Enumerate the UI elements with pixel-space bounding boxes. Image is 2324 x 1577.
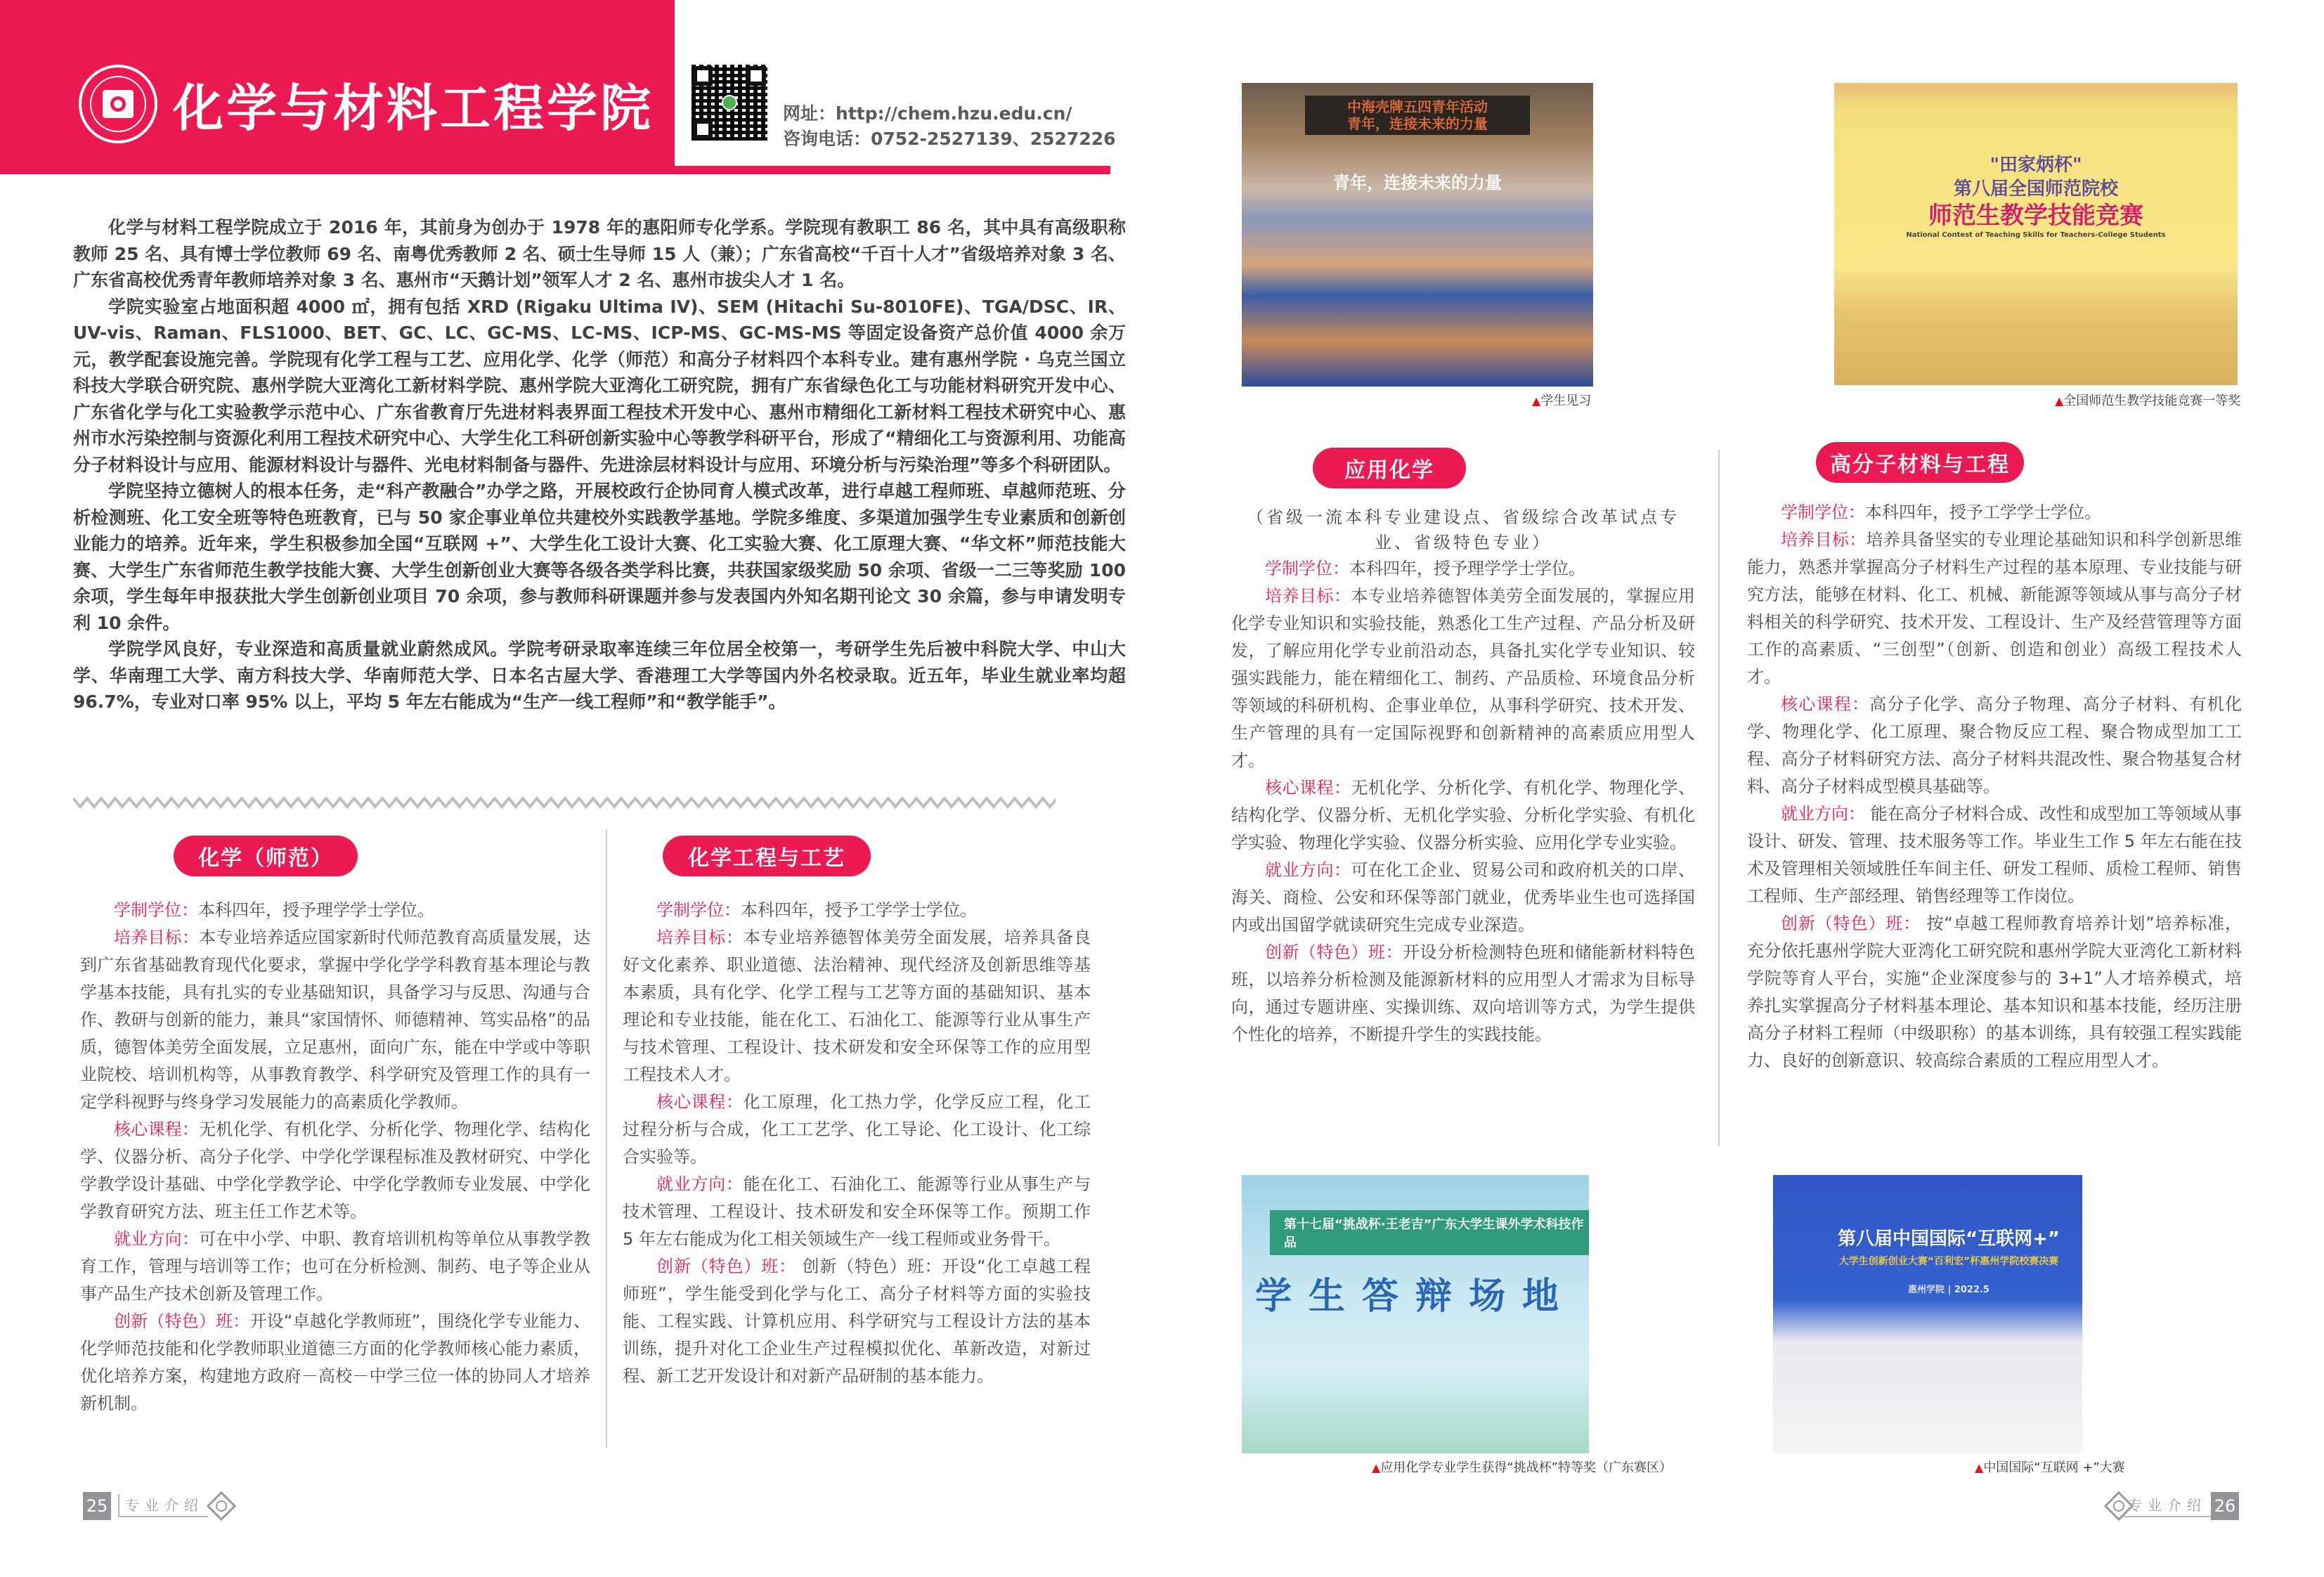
page-number-left: 25 bbox=[83, 1492, 111, 1520]
photo-banner-text: National Contest of Teaching Skills for Teachers-College Students bbox=[1906, 231, 2166, 239]
goal-value: 本专业培养适应国家新时代师范教育高质量发展，达到广东省基础教育现代化要求，掌握中学化学学科教育基本理论与教学基本技能，具有扎实的专业基础知识，具备学习与反思、沟通与合作、教研与创新的能力，兼具“家国情怀、师德精神、笃实品格”的品质，德智体美劳全面发展，立足惠州，面向广东，能在中学或中等职业院校、培训机构等，从事教育教学、科学研究及管理工作的具有一定学科视野与终身学习发展能力的高素质化学教师。 bbox=[80, 928, 591, 1112]
goal-value: 本专业培养德智体美劳全面发展的，掌握应用化学专业知识和实验技能，熟悉化工生产过程、产品分析及研发，了解应用化学专业前沿动态，具备扎实化学专业知识、较强实践能力，能在精细化工、制药、产品质检、环境食品分析等领域的科研机构、企事业单位，从事科学研究、技术开发、生产管理的具有一定国际视野和创新精神的高素质应用型人才。 bbox=[1231, 586, 1695, 770]
photo-banner-text: 学生答辩场地 bbox=[1254, 1276, 1576, 1318]
special-class-value: 按“卓越工程师教育培养计划”培养标准，充分依托惠州学院大亚湾化工研究院和惠州学院大亚湾化工新材料学院等育人平台，实施“企业深度参与的 3+1”人才培养模式，培养扎实掌握高分子材料基本理论、基本知识和基本技能，经历注册高分子材料工程师（中级职称）的基本训练，具有较强工程实践能力、良好的创新意识、较高综合素质的工程应用型人才。 bbox=[1747, 914, 2242, 1070]
phone-line bbox=[783, 125, 1116, 150]
wave-divider bbox=[73, 794, 1056, 811]
field-label: 学制学位： bbox=[114, 900, 198, 920]
field-label: 创新（特色）班： bbox=[1781, 914, 1921, 933]
major-title-applied-chemistry: 应用化学 bbox=[1313, 448, 1466, 488]
goal-value: 培养具备坚实的专业理论基础知识和科学创新思维能力，熟悉并掌握高分子材料生产过程的基本原理、专业技能与研究方法，能够在材料、化工、机械、新能源等领域从事与高分子材料相关的科学研究、技术开发、工程设计、生产及经营管理等方面工作的高素质、“三创型”（创新、创造和创业）高级工程技术人才。 bbox=[1747, 530, 2242, 687]
photo-banner-text: 大学生创新创业大赛“百利宏”杯惠州学院校赛决赛 bbox=[1838, 1256, 2059, 1267]
column-divider bbox=[1718, 450, 1720, 1146]
field-label: 培养目标： bbox=[1265, 586, 1351, 606]
field-label: 创新（特色）班： bbox=[1265, 942, 1403, 962]
photo-internet-plus-competition bbox=[1773, 1175, 2082, 1453]
field-label: 学制学位： bbox=[1781, 502, 1865, 522]
special-class-value: 开设分析检测特色班和储能新材料特色班，以培养分析检测及能源新材料的应用型人才需求为目标导向，通过专题讲座、实操训练、双向培训等方式，为学生提供个性化的培养，不断提升学生的实践技能。 bbox=[1231, 942, 1695, 1044]
photo-banner-text: 第十七届“挑战杯·王老吉”广东大学生课外学术科技作品 bbox=[1270, 1210, 1589, 1255]
courses-value: 高分子化学、高分子物理、高分子材料、有机化学、物理化学、化工原理、聚合物反应工程、聚合物成型加工工程、高分子材料研究方法、高分子材料共混改性、聚合物基复合材料、高分子材料成型模具基础等。 bbox=[1747, 694, 2242, 796]
intro-paragraph: 学院坚持立德树人的根本任务，走“科产教融合”办学之路，开展校政行企协同育人模式改革，进行卓越工程师班、卓越师范班、分析检测班、化工安全班等特色班教育，已与 50 家企事业单位共建校外实践教学基地。学院多维度、多渠道加强学生专业素质和创新创业能力的培养。近年来，学生积极参加全国“互联网 +”、大学生化工设计大赛、化工实验大赛、化工原理大赛、“华文杯”师范技能大赛、大学生广东省师范生教学技能大赛、大学生创新创业大赛等各级各类学科比赛，共获国家级奖励 50 余项、省级一二三等奖励 100 余项，学生每年申报获批大学生创新创业项目 70 余项，参与教师科研课题并参与发表国内外知名期刊论文 30 余篇，参与申请发明专利 10 余件。 bbox=[73, 481, 1126, 633]
field-label: 核心课程： bbox=[114, 1120, 200, 1139]
courses-value: 化工原理，化工热力学，化学反应工程，化工过程分析与合成，化工工艺学、化工导论、化工设计、化工综合实验等。 bbox=[623, 1092, 1091, 1167]
photo-banner-text: 惠州学院 | 2022.5 bbox=[1908, 1285, 1989, 1295]
field-label: 核心课程： bbox=[1265, 778, 1351, 798]
section-label-left: 专业介绍 bbox=[118, 1494, 208, 1517]
field-label: 核心课程： bbox=[1781, 694, 1870, 714]
special-class-value: 开设“卓越化学教师班”，围绕化学专业能力、化学师范技能和化学教师职业道德三方面的化学教师核心能力素质，优化培养方案，构建地方政府－高校－中学三位一体的协同人才培养新机制。 bbox=[80, 1311, 590, 1413]
photo-caption: ▲学生见习 bbox=[1532, 394, 1592, 408]
university-logo-icon bbox=[79, 65, 157, 143]
triangle-marker-icon: ▲ bbox=[1975, 1461, 1984, 1474]
photo-banner-text: 师范生教学技能竞赛 bbox=[1928, 202, 2143, 230]
page-number-right: 26 bbox=[2211, 1492, 2239, 1520]
field-label: 创新（特色）班： bbox=[114, 1311, 250, 1331]
intro-paragraph: 学院实验室占地面积超 4000 ㎡，拥有包括 XRD (Rigaku Ultima IV)、SEM (Hitachi Su-8010FE)、TGA/DSC、IR、UV-vis、Raman、FLS1000、BET、GC、LC、GC-MS、LC-MS、ICP-MS、GC-MS-MS 等固定设备资产总价值 4000 余万元，教学配套设施完善。学院现有化学工程与工艺、应用化学、化学（师范）和高分子材料四个本科专业。建有惠州学院 · 乌克兰国立科技大学联合研究院、惠州学院大亚湾化工新材料学院、惠州学院大亚湾化工研究院，拥有广东省绿色化工与功能材料研究开发中心、广东省化学与化工实验教学示范中心、广东省教育厅先进材料表界面工程技术开发中心、惠州市精细化工新材料工程技术研究中心、惠州市水污染控制与资源化利用工程技术研究中心、大学生化工科研创新实验中心等教学科研平台，形成了“精细化工与资源利用、功能高分子材料设计与应用、能源材料设计与器件、光电材料制备与器件、先进涂层材料设计与应用、环境分析与污染治理”等多个科研团队。 bbox=[73, 296, 1126, 475]
major-title-polymer-engineering: 高分子材料与工程 bbox=[1816, 442, 2024, 483]
triangle-marker-icon: ▲ bbox=[1372, 1461, 1381, 1474]
field-label: 就业方向： bbox=[114, 1229, 200, 1249]
triangle-marker-icon: ▲ bbox=[2055, 394, 2064, 408]
field-label: 培养目标： bbox=[656, 928, 744, 947]
system-value: 本科四年，授予理学学士学位。 bbox=[1349, 559, 1585, 578]
photo-screen-text: 青年，连接未来的力量 bbox=[1333, 173, 1502, 193]
goal-value: 本专业培养德智体美劳全面发展，培养具备良好文化素养、职业道德、法治精神、现代经济及创新思维等基本素质，具有化学、化学工程与工艺等方面的基础知识、基本理论和专业技能，能在化工、石油化工、能源等行业从事生产与技术管理、工程设计、技术研发和安全环保等工作的应用型工程技术人才。 bbox=[623, 928, 1091, 1084]
system-value: 本科四年，授予工学学士学位。 bbox=[1865, 502, 2101, 522]
major-designation-note: （省级一流本科专业建设点、省级综合改革试点专业、省级特色专业） bbox=[1247, 507, 1680, 552]
major-section-chemistry-education bbox=[80, 897, 590, 1417]
field-label: 创新（特色）班： bbox=[656, 1257, 797, 1276]
field-label: 核心课程： bbox=[656, 1092, 744, 1112]
photo-banner-text: 第八届中国国际“互联网+” bbox=[1838, 1228, 2060, 1250]
major-section-chemical-engineering bbox=[623, 897, 1091, 1390]
photo-caption: ▲中国国际“互联网 +”大赛 bbox=[1975, 1460, 2125, 1475]
section-label-right: 专业介绍 bbox=[2122, 1494, 2212, 1517]
intro-paragraph: 学院学风良好，专业深造和高质量就业蔚然成风。学院考研录取率连续三年位居全校第一，考研学生先后被中科院大学、中山大学、华南理工大学、南方科技大学、华南师范大学、日本名古屋大学、香港理工大学等国内外名校录取。近五年，毕业生就业率均超 96.7%，专业对口率 95% 以上，平均 5 年左右能成为“生产一线工程师”和“教学能手”。 bbox=[73, 639, 1126, 712]
photo-caption: ▲全国师范生教学技能竞赛一等奖 bbox=[2055, 394, 2241, 408]
website-link[interactable]: http://chem.hzu.edu.cn/ bbox=[836, 103, 1072, 124]
field-label: 培养目标： bbox=[114, 928, 200, 947]
system-value: 本科四年，授予理学学士学位。 bbox=[198, 900, 434, 920]
photo-banner-text: 青年，连接未来的力量 bbox=[1347, 115, 1488, 132]
photo-challenge-cup bbox=[1242, 1175, 1589, 1453]
photo-banner-text: 中海壳牌五四青年活动 bbox=[1347, 98, 1488, 115]
career-value: 能在高分子材料合成、改性和成型加工等领域从事设计、研发、管理、技术服务等工作。毕业生工作 5 年左右能在技术及管理相关领域胜任车间主任、研发工程师、质检工程师、销售工程师、生产部经理、销售经理等工作岗位。 bbox=[1747, 804, 2242, 906]
field-label: 学制学位： bbox=[656, 900, 741, 920]
website-line bbox=[783, 100, 1072, 125]
triangle-marker-icon: ▲ bbox=[1532, 394, 1541, 408]
career-value: 可在中小学、中职、教育培训机构等单位从事教学教育工作，管理与培训等工作；也可在分析检测、制药、电子等企业从事产品生产技术创新及管理工作。 bbox=[80, 1229, 591, 1304]
major-title-chemistry-education: 化学（师范） bbox=[174, 836, 358, 876]
field-label: 就业方向： bbox=[656, 1174, 744, 1194]
website-label: 网址： bbox=[783, 103, 836, 124]
phone-number: 0752-2527139、2527226 bbox=[871, 129, 1116, 149]
photo-banner-text: 第八届全国师范院校 bbox=[1953, 179, 2118, 200]
college-title: 化学与材料工程学院 bbox=[173, 79, 654, 138]
courses-value: 无机化学、有机化学、分析化学、物理化学、结构化学、仪器分析、高分子化学、中学化学课程标准及教材研究、中学化学教学设计基础、中学化学教学论、中学化学教师专业发展、中学化学教育研究方法、班主任工作艺术等。 bbox=[80, 1120, 591, 1221]
ornament-icon bbox=[207, 1491, 236, 1521]
field-label: 培养目标： bbox=[1781, 530, 1867, 550]
college-introduction bbox=[73, 214, 1126, 715]
field-label: 就业方向： bbox=[1265, 860, 1351, 880]
photo-teaching-skills-award bbox=[1834, 83, 2238, 385]
phone-label: 咨询电话： bbox=[783, 129, 871, 149]
column-divider bbox=[606, 829, 607, 1448]
major-title-chemical-engineering: 化学工程与工艺 bbox=[663, 836, 871, 876]
system-value: 本科四年，授予工学学士学位。 bbox=[741, 900, 977, 920]
header-accent-stripe bbox=[675, 166, 1110, 174]
courses-value: 无机化学、分析化学、有机化学、物理化学、结构化学、仪器分析、无机化学实验、分析化学实验、有机化学实验、物理化学实验、仪器分析实验、应用化学专业实验。 bbox=[1231, 778, 1695, 852]
intro-paragraph: 化学与材料工程学院成立于 2016 年，其前身为创办于 1978 年的惠阳师专化学系。学院现有教职工 86 名，其中具有高级职称教师 25 名、具有博士学位教师 69 名、南粤优秀教师 2 名、硕士生导师 15 人（兼）；广东省高校“千百十人才”省级培养对象 3 名、广东省高校优秀青年教师培养对象 3 名、惠州市“天鹅计划”领军人才 2 名、惠州市拔尖人才 1 名。 bbox=[73, 217, 1126, 290]
major-section-applied-chemistry bbox=[1231, 555, 1695, 1049]
major-section-polymer-engineering bbox=[1747, 499, 2242, 1075]
field-label: 学制学位： bbox=[1265, 559, 1349, 578]
field-label: 就业方向： bbox=[1781, 804, 1866, 824]
special-class-value: 创新（特色）班：开设“化工卓越工程师班”，学生能受到化学与化工、高分子材料等方面的实验技能、工程实践、计算机应用、科学研究与工程设计方法的基本训练，提升对化工企业生产过程模拟优化、革新改造，对新过程、新工艺开发设计和对新产品研制的基本能力。 bbox=[623, 1257, 1091, 1386]
photo-banner-text: "田家炳杯" bbox=[1989, 155, 2082, 176]
photo-caption: ▲应用化学专业学生获得“挑战杯”特等奖（广东赛区） bbox=[1372, 1460, 1672, 1475]
photo-student-internship bbox=[1242, 83, 1593, 387]
career-value: 可在化工企业、贸易公司和政府机关的口岸、海关、商检、公安和环保等部门就业，优秀毕业生也可选择国内或出国留学就读研究生完成专业深造。 bbox=[1231, 860, 1695, 935]
career-value: 能在化工、石油化工、能源等行业从事生产与技术管理、工程设计、技术研发和安全环保等工作。预期工作 5 年左右能成为化工相关领域生产一线工程师或业务骨干。 bbox=[623, 1174, 1091, 1249]
qr-code-icon[interactable] bbox=[689, 62, 770, 143]
